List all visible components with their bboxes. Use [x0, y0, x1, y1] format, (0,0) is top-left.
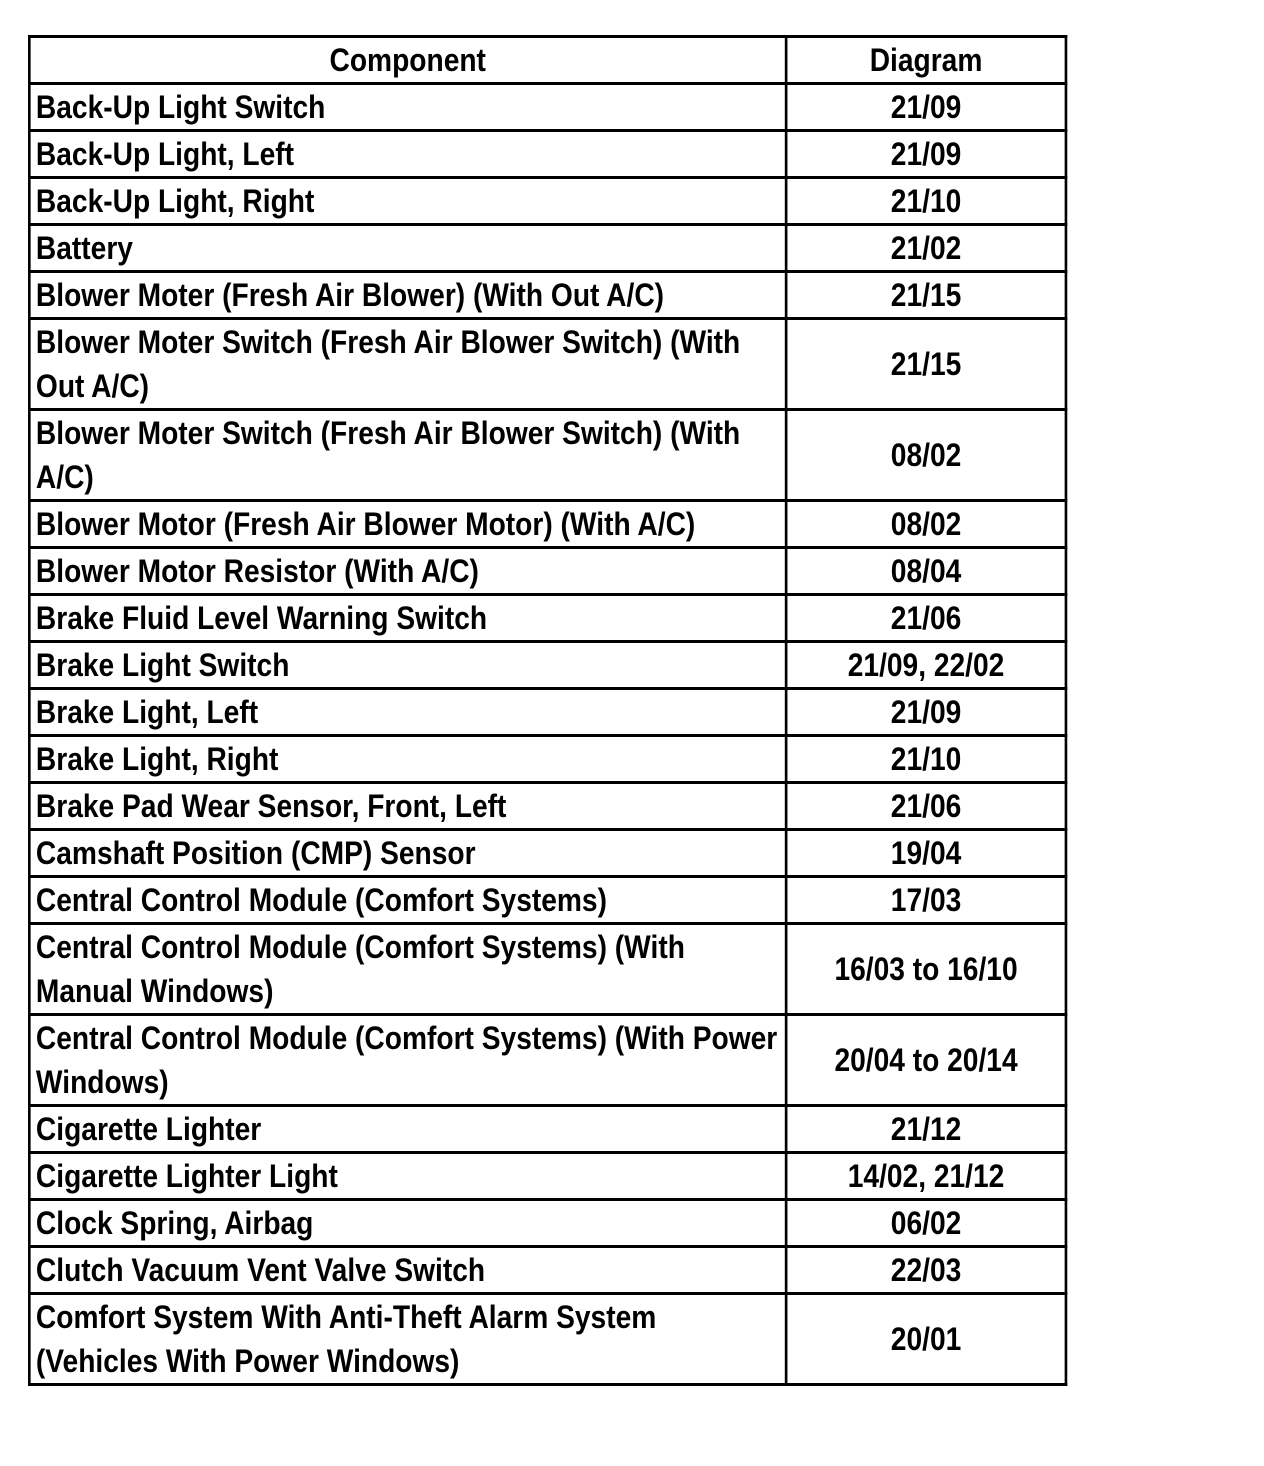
- diagram-cell: 08/02: [786, 410, 1066, 501]
- component-cell: Blower Moter Switch (Fresh Air Blower Switch) (With Out A/C): [29, 319, 786, 410]
- diagram-cell: 19/04: [786, 830, 1066, 877]
- diagram-cell: 21/06: [786, 783, 1066, 830]
- component-cell: Back-Up Light, Left: [29, 131, 786, 178]
- component-cell: Brake Light, Left: [29, 689, 786, 736]
- table-row: [29, 319, 1066, 410]
- table-row: [29, 225, 1066, 272]
- table-row: [29, 877, 1066, 924]
- table-row: [29, 272, 1066, 319]
- component-cell: Blower Motor (Fresh Air Blower Motor) (With A/C): [29, 501, 786, 548]
- diagram-cell: 21/15: [786, 319, 1066, 410]
- table-row: [29, 131, 1066, 178]
- table-row: [29, 1247, 1066, 1294]
- component-cell: Clock Spring, Airbag: [29, 1200, 786, 1247]
- diagram-cell: 21/09: [786, 131, 1066, 178]
- component-cell: Clutch Vacuum Vent Valve Switch: [29, 1247, 786, 1294]
- diagram-cell: 08/04: [786, 548, 1066, 595]
- table-row: [29, 1153, 1066, 1200]
- diagram-cell: 14/02, 21/12: [786, 1153, 1066, 1200]
- table-row: [29, 642, 1066, 689]
- table-row: [29, 595, 1066, 642]
- table-row: [29, 1106, 1066, 1153]
- component-cell: Brake Light Switch: [29, 642, 786, 689]
- table-row: [29, 1294, 1066, 1385]
- component-cell: Cigarette Lighter: [29, 1106, 786, 1153]
- component-cell: Blower Motor Resistor (With A/C): [29, 548, 786, 595]
- component-cell: Central Control Module (Comfort Systems) (With Power Windows): [29, 1015, 786, 1106]
- diagram-cell: 08/02: [786, 501, 1066, 548]
- table-header-row: [29, 37, 1066, 84]
- table-row: [29, 178, 1066, 225]
- table-row: [29, 548, 1066, 595]
- table-row: [29, 410, 1066, 501]
- component-cell: Brake Pad Wear Sensor, Front, Left: [29, 783, 786, 830]
- table-row: [29, 783, 1066, 830]
- diagram-cell: 20/04 to 20/14: [786, 1015, 1066, 1106]
- diagram-cell: 21/06: [786, 595, 1066, 642]
- diagram-column-header: Diagram: [786, 37, 1066, 84]
- diagram-cell: 21/09: [786, 84, 1066, 131]
- table-row: [29, 736, 1066, 783]
- component-cell: Blower Moter (Fresh Air Blower) (With Out A/C): [29, 272, 786, 319]
- component-diagram-table: [28, 35, 1067, 1386]
- diagram-cell: 16/03 to 16/10: [786, 924, 1066, 1015]
- component-cell: Back-Up Light Switch: [29, 84, 786, 131]
- table-row: [29, 1200, 1066, 1247]
- diagram-cell: 20/01: [786, 1294, 1066, 1385]
- diagram-cell: 21/09, 22/02: [786, 642, 1066, 689]
- component-cell: Cigarette Lighter Light: [29, 1153, 786, 1200]
- diagram-cell: 21/10: [786, 178, 1066, 225]
- diagram-cell: 21/02: [786, 225, 1066, 272]
- table-row: [29, 84, 1066, 131]
- component-cell: Brake Light, Right: [29, 736, 786, 783]
- table-row: [29, 830, 1066, 877]
- component-cell: Central Control Module (Comfort Systems): [29, 877, 786, 924]
- diagram-cell: 21/12: [786, 1106, 1066, 1153]
- component-cell: Blower Moter Switch (Fresh Air Blower Switch) (With A/C): [29, 410, 786, 501]
- component-cell: Back-Up Light, Right: [29, 178, 786, 225]
- component-cell: Camshaft Position (CMP) Sensor: [29, 830, 786, 877]
- component-cell: Central Control Module (Comfort Systems) (With Manual Windows): [29, 924, 786, 1015]
- diagram-cell: 21/15: [786, 272, 1066, 319]
- component-column-header: Component: [29, 37, 786, 84]
- table-row: [29, 924, 1066, 1015]
- table-row: [29, 501, 1066, 548]
- component-cell: Brake Fluid Level Warning Switch: [29, 595, 786, 642]
- component-cell: Comfort System With Anti-Theft Alarm System (Vehicles With Power Windows): [29, 1294, 786, 1385]
- table-row: [29, 689, 1066, 736]
- diagram-cell: 21/10: [786, 736, 1066, 783]
- diagram-cell: 22/03: [786, 1247, 1066, 1294]
- table-row: [29, 1015, 1066, 1106]
- component-cell: Battery: [29, 225, 786, 272]
- diagram-cell: 17/03: [786, 877, 1066, 924]
- diagram-cell: 06/02: [786, 1200, 1066, 1247]
- diagram-cell: 21/09: [786, 689, 1066, 736]
